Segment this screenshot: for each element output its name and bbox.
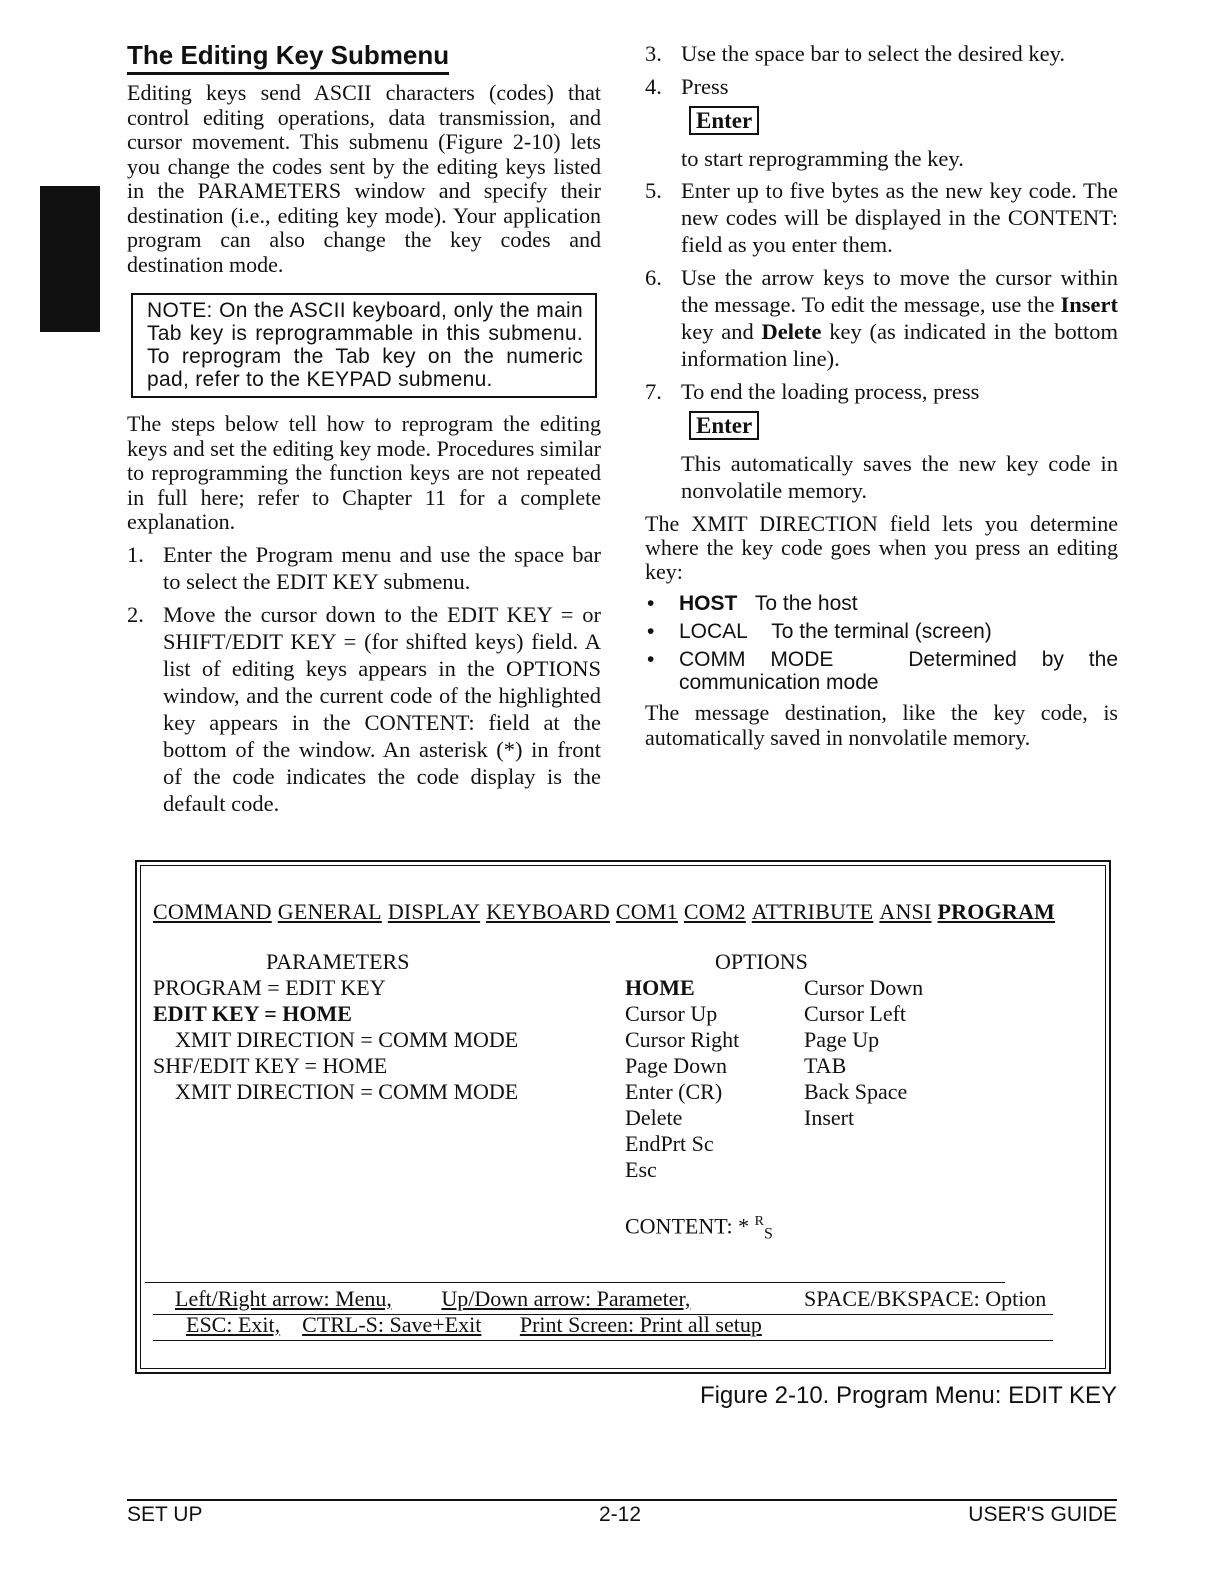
parameters-title: PARAMETERS <box>266 949 410 974</box>
steps-list-left <box>127 541 601 817</box>
menu-item-command[interactable]: COMMAND <box>153 899 272 924</box>
menu-item-ansi[interactable]: ANSI <box>879 899 932 924</box>
step-item: 3. Use the space bar to select the desired key. <box>645 41 1066 66</box>
option-item[interactable]: Insert <box>804 1105 855 1130</box>
content-field <box>625 1209 773 1248</box>
menu-item-com2[interactable]: COM2 <box>683 899 746 924</box>
destination-list <box>645 592 1118 694</box>
options-col-1 <box>625 975 739 1183</box>
divider <box>153 1340 1053 1341</box>
menu-item-com1[interactable]: COM1 <box>615 899 678 924</box>
enter-key-icon: Enter <box>689 411 759 440</box>
content-code-sub: S <box>764 1225 773 1243</box>
page-footer <box>127 1499 1117 1526</box>
step-item: 4. Press <box>645 74 729 99</box>
footer-section: SET UP <box>127 1503 203 1526</box>
step4-continuation: to start reprogramming the key. <box>681 146 964 171</box>
footer-manual-title: USER'S GUIDE <box>968 1503 1117 1526</box>
step-item: 1. Enter the Program menu and use the space bar to select the EDIT KEY submenu. <box>127 541 601 594</box>
xmit-intro-paragraph: The XMIT DIRECTION field lets you determine where the key code goes when you press an editing key: <box>645 511 1118 584</box>
right-column <box>645 40 1118 750</box>
bullet-icon: • <box>647 648 655 671</box>
option-item[interactable]: Enter (CR) <box>625 1079 723 1104</box>
param-edit-key[interactable]: EDIT KEY = HOME <box>153 1001 352 1026</box>
option-item[interactable]: Page Down <box>625 1053 728 1078</box>
parameters-list <box>153 975 518 1105</box>
steps-intro-paragraph: The steps below tell how to reprogram the editing keys and set the editing key mode. Procedures similar to reprogramming the function keys are not repeated in full here; refer to Chapter 11 for a complete explanation. <box>127 411 601 534</box>
option-item[interactable]: Cursor Up <box>625 1001 718 1026</box>
param-shift-xmit-direction[interactable]: XMIT DIRECTION = COMM MODE <box>175 1079 519 1104</box>
menu-item-general[interactable]: GENERAL <box>277 899 382 924</box>
menu-item-program[interactable]: PROGRAM <box>937 899 1056 924</box>
param-xmit-direction[interactable]: XMIT DIRECTION = COMM MODE <box>175 1027 519 1052</box>
figure-caption: Figure 2-10. Program Menu: EDIT KEY <box>699 1382 1117 1409</box>
option-item[interactable]: Page Up <box>804 1027 880 1052</box>
bullet-icon: • <box>647 592 655 615</box>
step-item: 6. Use the arrow keys to move the cursor within the message. To edit the message, use the Insert key and Delete key (as indicated in the bottom information line). <box>645 265 1118 371</box>
intro-paragraph: Editing keys send ASCII characters (codes) that control editing operations, data transmission, and cursor movement. This submenu (Figure 2-10) lets you change the codes sent by the editing keys listed in the PARAMETERS window and specify their destination (i.e., editing key mode). Your application program can also change the key codes and destination mode. <box>127 80 601 277</box>
option-item[interactable]: Cursor Right <box>625 1027 740 1052</box>
enter-key-icon: Enter <box>689 106 759 135</box>
help-line-1-right: SPACE/BKSPACE: Option <box>804 1286 1047 1311</box>
help-line-2: ESC: Exit, CTRL-S: Save+Exit Print Screen: Print all setup <box>186 1312 762 1337</box>
list-item: • LOCAL To the terminal (screen) <box>647 620 992 643</box>
section-title: The Editing Key Submenu <box>127 40 449 75</box>
step-item: 2. Move the cursor down to the EDIT KEY = or SHIFT/EDIT KEY = (for shifted keys) field. A list of editing keys appears in the OPTIONS window, and the current code of the highlighted key appears in the CONTENT: field at the bottom of the window. An asterisk (*) in front of the code indicates the code display is the default code. <box>127 601 601 816</box>
step7-continuation: This automatically saves the new key code in nonvolatile memory. <box>681 451 1118 503</box>
options-title: OPTIONS <box>715 949 808 974</box>
help-line-1: Left/Right arrow: Menu, Up/Down arrow: Parameter, <box>175 1286 691 1311</box>
option-item[interactable]: EndPrt Sc <box>625 1131 714 1156</box>
bullet-icon: • <box>647 620 655 643</box>
section-tab-marker <box>40 186 100 332</box>
options-col-2 <box>804 975 923 1131</box>
option-item[interactable]: TAB <box>804 1053 847 1078</box>
list-item: • HOST To the host <box>647 592 858 615</box>
page-number: 2-12 <box>599 1503 642 1526</box>
option-item[interactable]: Delete <box>625 1105 683 1130</box>
step-item: 5. Enter up to five bytes as the new key code. The new codes will be displayed in the CONTENT: field as you enter them. <box>645 178 1118 257</box>
menu-item-keyboard[interactable]: KEYBOARD <box>486 899 610 924</box>
note-box: NOTE: On the ASCII keyboard, only the main Tab key is reprogrammable in this submenu. To reprogram the Tab key on the numeric pad, refer to the KEYPAD submenu. <box>131 293 597 398</box>
divider <box>145 1282 1005 1283</box>
option-item[interactable]: Cursor Left <box>804 1001 907 1026</box>
menu-item-display[interactable]: DISPLAY <box>387 899 481 924</box>
content-label: CONTENT: * <box>625 1213 750 1239</box>
option-item[interactable]: Esc <box>625 1157 657 1182</box>
steps-list-right <box>645 40 1118 100</box>
option-item[interactable]: Back Space <box>804 1079 908 1104</box>
left-column <box>127 40 601 823</box>
setup-menu-bar <box>153 899 1061 925</box>
list-item: • COMM MODE Determined by the communication mode <box>647 648 1118 694</box>
option-item[interactable]: HOME <box>625 975 695 1000</box>
closing-paragraph: The message destination, like the key code, is automatically saved in nonvolatile memory. <box>645 700 1118 750</box>
option-item[interactable]: Cursor Down <box>804 975 924 1000</box>
steps-list-right-2 <box>645 177 1118 405</box>
figure-screen <box>135 860 1111 1374</box>
param-program[interactable]: PROGRAM = EDIT KEY <box>153 975 386 1000</box>
step-item: 7. To end the loading process, press <box>645 379 980 404</box>
content-code-sup: R <box>754 1214 765 1229</box>
param-shift-edit-key[interactable]: SHF/EDIT KEY = HOME <box>153 1053 388 1078</box>
menu-item-attribute[interactable]: ATTRIBUTE <box>751 899 874 924</box>
